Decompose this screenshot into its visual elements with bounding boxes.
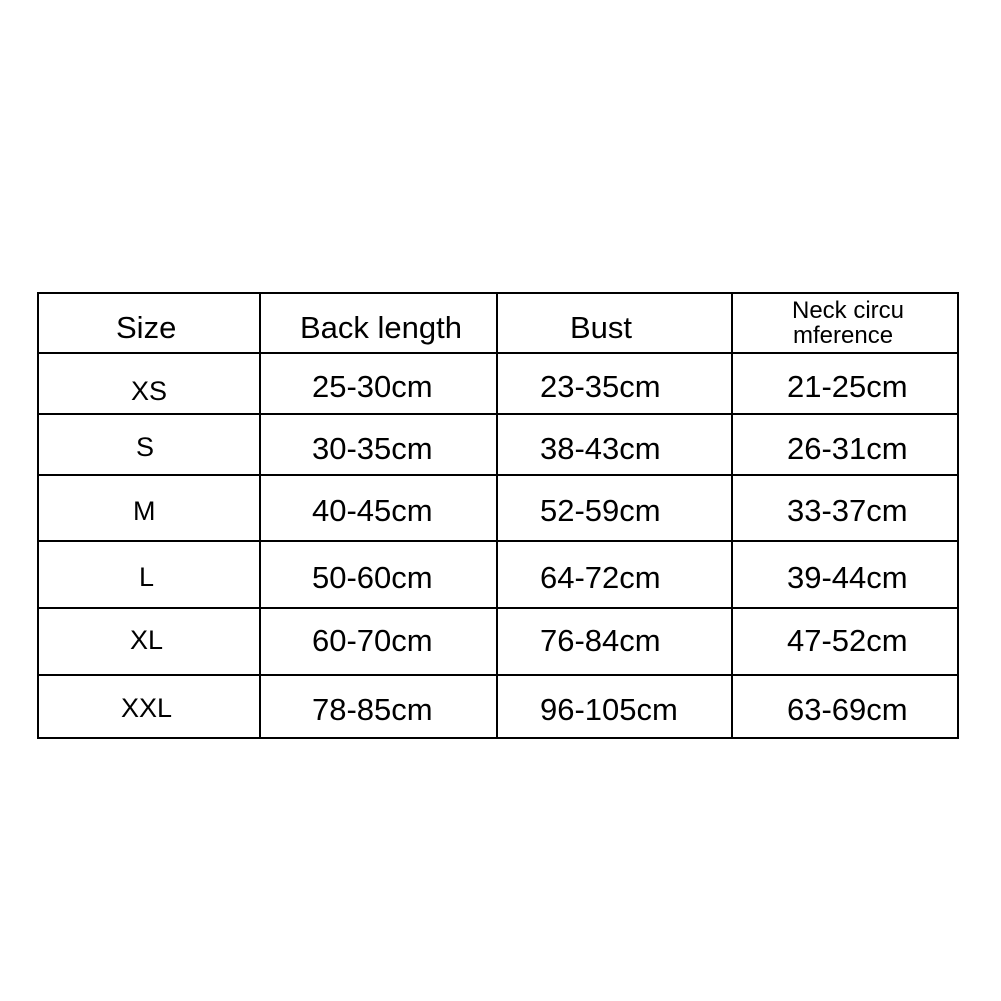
neck-cell-xs: 21-25cm (787, 369, 908, 404)
size-cell-l: L (139, 562, 155, 592)
bust-cell-xs: 23-35cm (540, 369, 661, 404)
size-cell-xxl: XXL (121, 693, 173, 723)
table-divider-header (37, 352, 959, 354)
table-column-divider (259, 292, 261, 739)
table-column-divider (731, 292, 733, 739)
header-back-length: Back length (300, 310, 462, 345)
table-divider-row (37, 674, 959, 676)
header-bust: Bust (570, 310, 633, 345)
size-cell-xs: XS (131, 376, 168, 406)
bust-cell-m: 52-59cm (540, 493, 661, 528)
back-length-cell-m: 40-45cm (312, 493, 433, 528)
neck-cell-l: 39-44cm (787, 560, 908, 595)
header-size: Size (116, 310, 177, 345)
bust-cell-xxl: 96-105cm (540, 692, 678, 727)
bust-cell-s: 38-43cm (540, 431, 661, 466)
neck-cell-s: 26-31cm (787, 431, 908, 466)
neck-cell-xl: 47-52cm (787, 623, 908, 658)
back-length-cell-xl: 60-70cm (312, 623, 433, 658)
header-neck-circumference-line2: mference (793, 322, 894, 349)
header-neck-circumference-line1: Neck circu (792, 297, 905, 324)
size-cell-s: S (136, 432, 155, 462)
size-chart-table (37, 292, 959, 739)
table-border-right (957, 292, 959, 739)
table-column-divider (496, 292, 498, 739)
size-cell-m: M (133, 496, 156, 526)
bust-cell-l: 64-72cm (540, 560, 661, 595)
table-divider-row (37, 540, 959, 542)
table-border-top (37, 292, 959, 294)
back-length-cell-xs: 25-30cm (312, 369, 433, 404)
table-border-left (37, 292, 39, 739)
back-length-cell-s: 30-35cm (312, 431, 433, 466)
table-divider-row (37, 607, 959, 609)
neck-cell-xxl: 63-69cm (787, 692, 908, 727)
back-length-cell-xxl: 78-85cm (312, 692, 433, 727)
size-cell-xl: XL (130, 625, 164, 655)
back-length-cell-l: 50-60cm (312, 560, 433, 595)
table-divider-row (37, 474, 959, 476)
neck-cell-m: 33-37cm (787, 493, 908, 528)
table-border-bottom (37, 737, 959, 739)
bust-cell-xl: 76-84cm (540, 623, 661, 658)
table-divider-row (37, 413, 959, 415)
